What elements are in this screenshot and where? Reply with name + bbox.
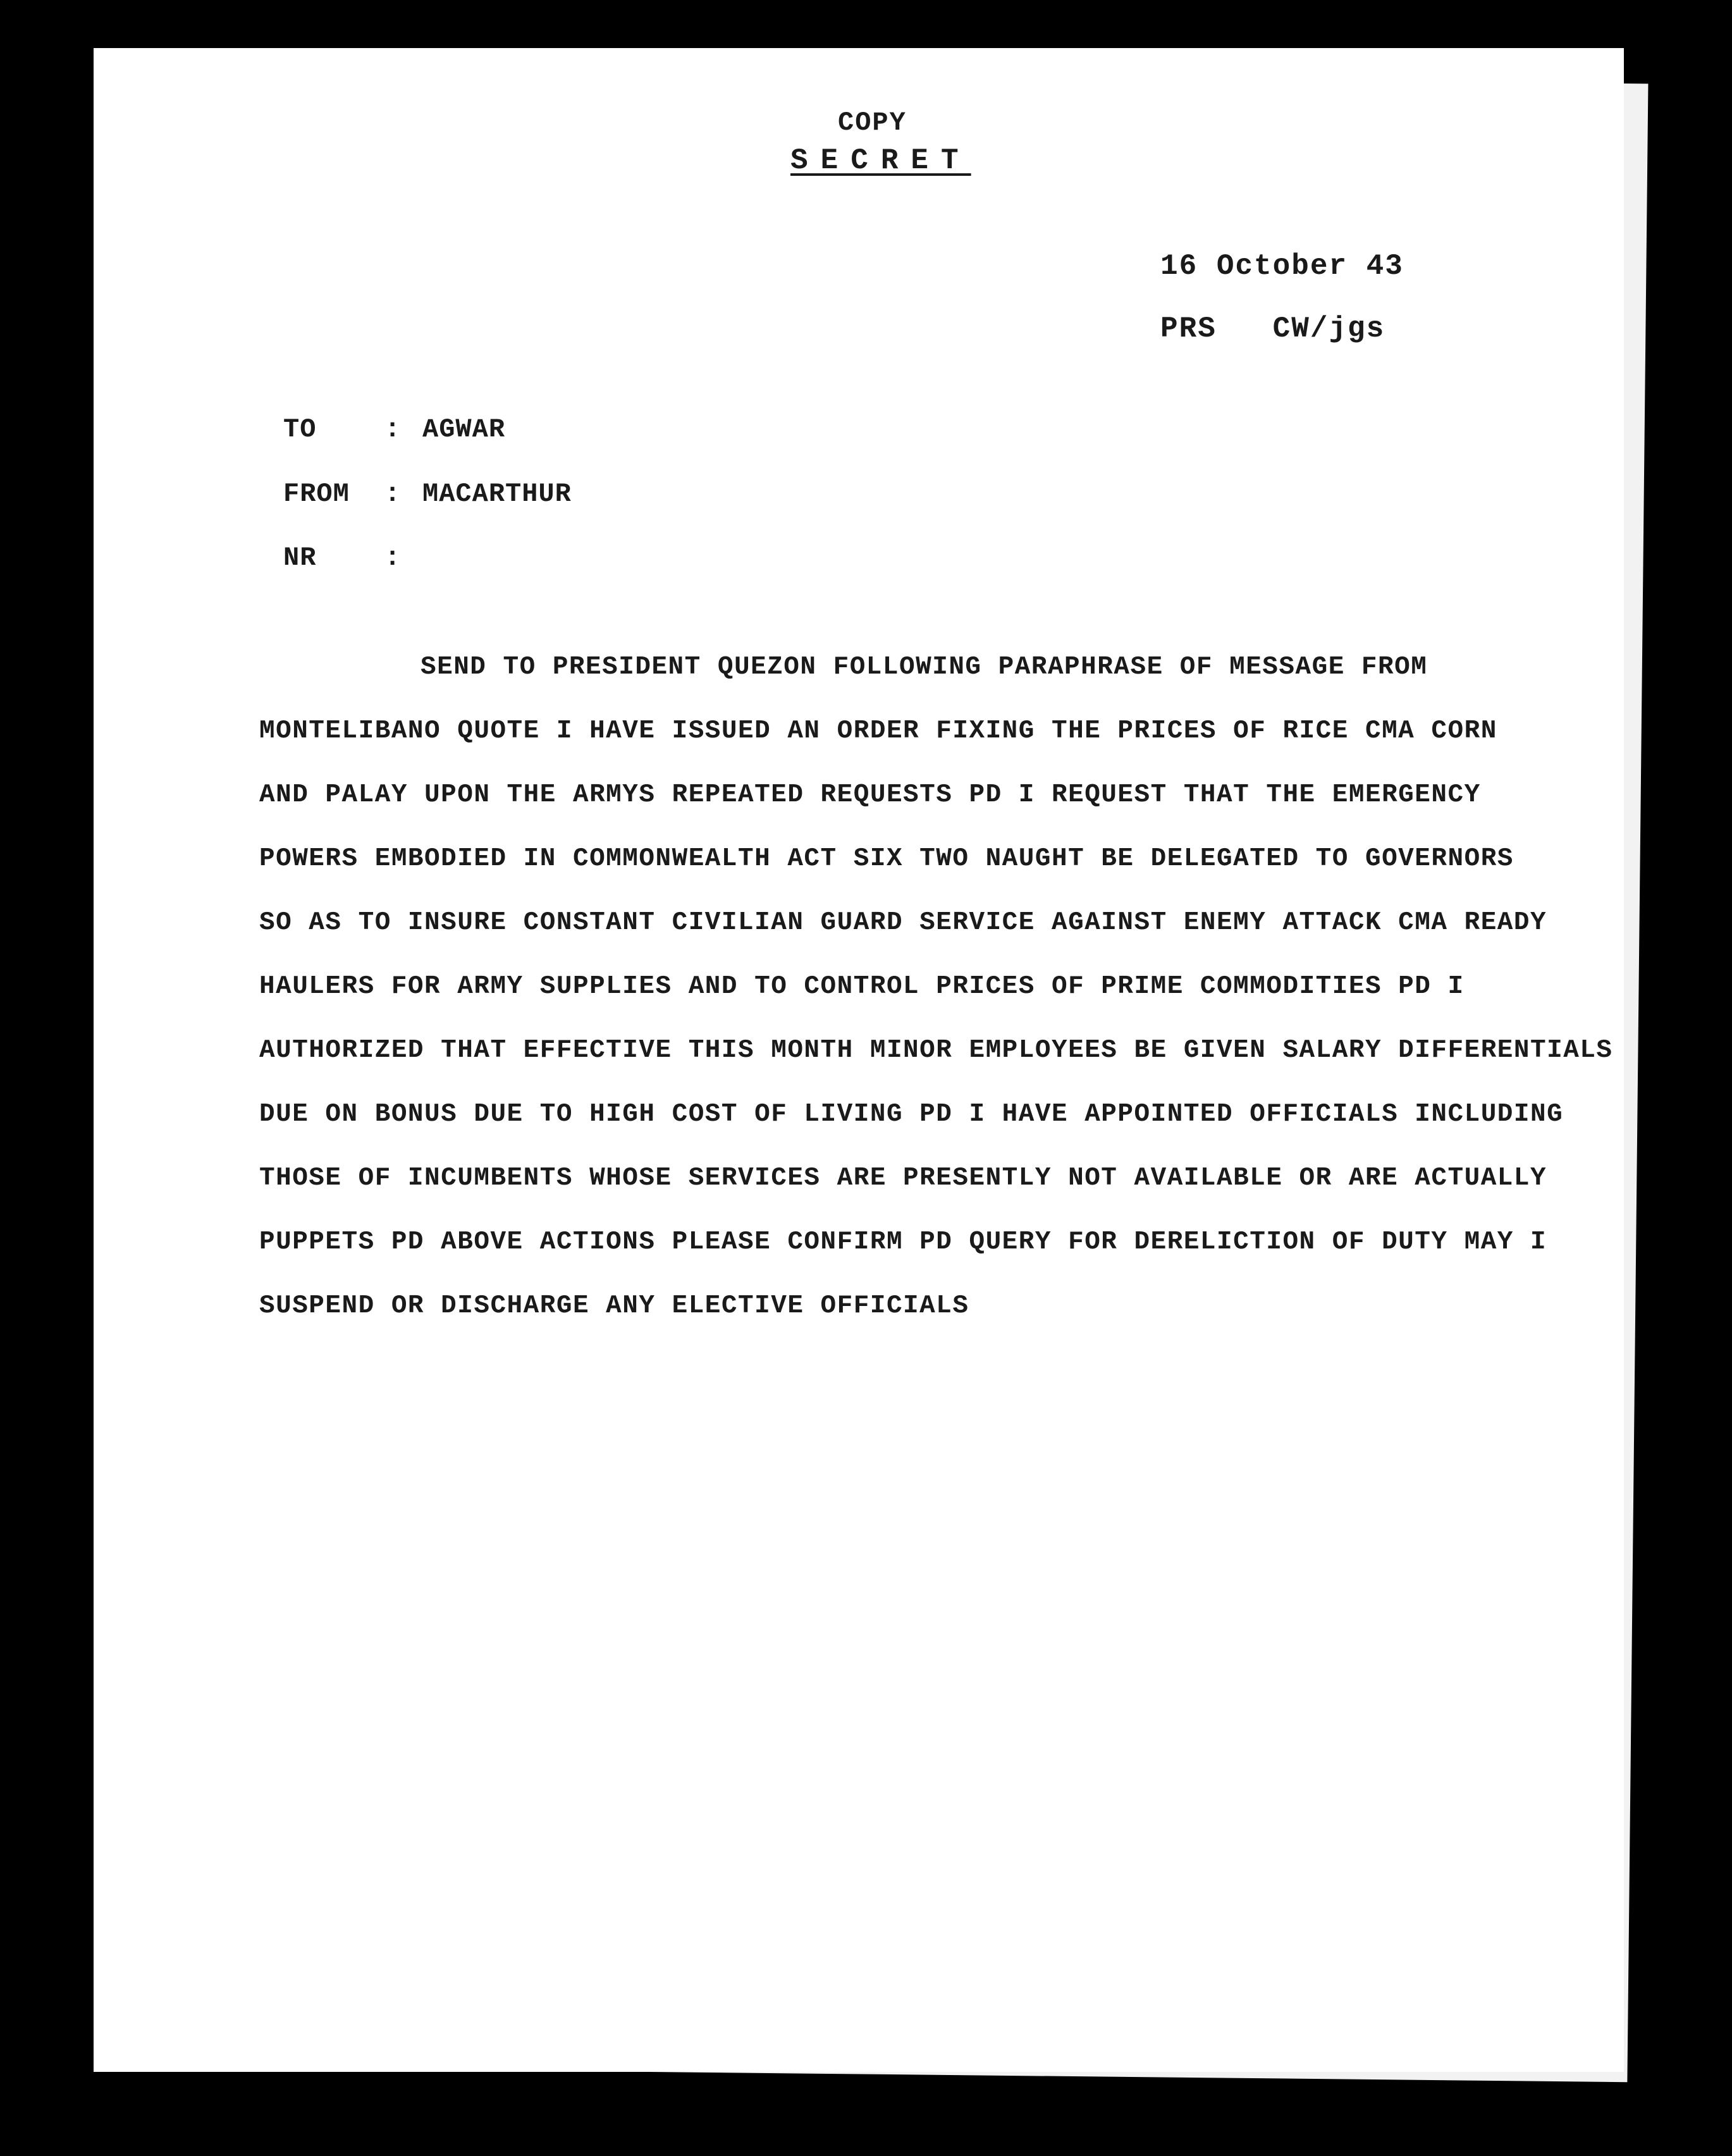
nr-label: NR [283,543,317,573]
message-line: MONTELIBANO QUOTE I HAVE ISSUED AN ORDER FIXING THE PRICES OF RICE CMA CORN [259,717,1497,746]
message-line: SEND TO PRESIDENT QUEZON FOLLOWING PARAPHRASE OF MESSAGE FROM [421,653,1428,682]
message-line: AUTHORIZED THAT EFFECTIVE THIS MONTH MINOR EMPLOYEES BE GIVEN SALARY DIFFERENTIALS [259,1036,1613,1065]
message-date: 16 October 43 [1160,250,1404,283]
to-label: TO [283,414,317,445]
classification-label: SECRET [790,144,971,177]
copy-label: COPY [838,108,907,138]
message-line: SUSPEND OR DISCHARGE ANY ELECTIVE OFFICIALS [259,1291,969,1321]
reference-initials: PRS CW/jgs [1160,312,1385,345]
message-line: AND PALAY UPON THE ARMYS REPEATED REQUESTS PD I REQUEST THAT THE EMERGENCY [259,780,1481,810]
to-separator: : [384,414,402,445]
message-line: DUE ON BONUS DUE TO HIGH COST OF LIVING PD I HAVE APPOINTED OFFICIALS INCLUDING [259,1100,1564,1129]
to-value: AGWAR [422,414,506,445]
message-body [259,636,1613,1338]
message-line: SO AS TO INSURE CONSTANT CIVILIAN GUARD SERVICE AGAINST ENEMY ATTACK CMA READY [259,908,1547,937]
message-line: HAULERS FOR ARMY SUPPLIES AND TO CONTROL PRICES OF PRIME COMMODITIES PD I [259,972,1465,1001]
from-value: MACARTHUR [422,479,572,509]
from-label: FROM [283,479,350,509]
routing-nr-row [283,543,422,573]
from-separator: : [384,479,402,509]
routing-from-row [283,479,572,509]
message-line: THOSE OF INCUMBENTS WHOSE SERVICES ARE PRESENTLY NOT AVAILABLE OR ARE ACTUALLY [259,1164,1547,1193]
nr-separator: : [384,543,402,573]
message-line: POWERS EMBODIED IN COMMONWEALTH ACT SIX TWO NAUGHT BE DELEGATED TO GOVERNORS [259,844,1514,873]
message-line: PUPPETS PD ABOVE ACTIONS PLEASE CONFIRM PD QUERY FOR DERELICTION OF DUTY MAY I [259,1228,1547,1257]
routing-to-row [283,414,505,445]
